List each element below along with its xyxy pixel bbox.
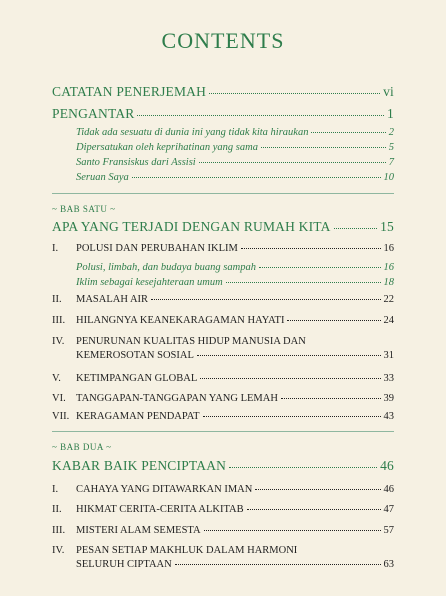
item-page: 22 [383,294,394,305]
dot-leader [261,147,386,148]
dot-leader [204,530,381,531]
item-page: 63 [383,559,394,570]
item-label: KERAGAMAN PENDAPAT [76,411,200,422]
dot-leader [247,509,381,510]
item-label: PENURUNAN KUALITAS HIDUP MANUSIA DAN [76,336,306,347]
item-label: KETIMPANGAN GLOBAL [76,373,198,384]
toc-item[interactable] [52,393,394,404]
toc-subentry-page: 2 [388,127,394,138]
dot-leader [255,489,380,490]
item-number: III. [52,525,66,536]
toc-subentry[interactable] [76,262,394,273]
toc-subentry-label: Polusi, limbah, dan budaya buang sampah [76,262,256,273]
toc-subentry-page: 5 [388,142,394,153]
dot-leader [197,355,381,356]
chapter-label: ~ BAB DUA ~ [52,442,112,452]
dot-leader [203,416,381,417]
item-page: 47 [383,504,394,515]
dot-leader [311,132,385,133]
dot-leader [334,228,377,229]
toc-item[interactable] [52,484,394,495]
toc-subentry-page: 16 [383,262,394,273]
item-number: VI. [52,393,66,404]
dot-leader [241,248,381,249]
chapter-title-label: KABAR BAIK PENCIPTAAN [52,458,227,473]
dot-leader [209,93,380,94]
toc-entry-pengantar[interactable] [52,106,394,122]
item-label: CAHAYA YANG DITAWARKAN IMAN [76,484,253,495]
toc-subentry[interactable] [76,277,394,288]
toc-subentry-page: 18 [383,277,394,288]
item-label-continued: SELURUH CIPTAAN [76,559,172,570]
dot-leader [175,564,381,565]
item-page: 31 [383,350,394,361]
item-number: I. [52,243,59,254]
item-number: VII. [52,411,70,422]
dot-leader [259,267,381,268]
chapter-title-label: APA YANG TERJADI DENGAN RUMAH KITA [52,219,331,234]
item-page: 39 [383,393,394,404]
item-page: 46 [383,484,394,495]
item-label: MASALAH AIR [76,294,149,305]
item-page: 33 [383,373,394,384]
toc-subentry-label: Tidak ada sesuatu di dunia ini yang tidak kita hiraukan [76,127,309,138]
toc-item[interactable] [52,411,394,422]
dot-leader [137,115,384,116]
item-label-continued: KEMEROSOTAN SOSIAL [76,350,194,361]
dot-leader [151,299,380,300]
item-number: IV. [52,336,65,347]
item-number: II. [52,504,62,515]
item-number: II. [52,294,62,305]
toc-subentry[interactable] [76,157,394,168]
toc-subentry-label: Seruan Saya [76,172,129,183]
item-number: IV. [52,545,65,556]
toc-item[interactable] [52,243,394,254]
chapter-title-page: 15 [380,219,394,234]
dot-leader [281,398,381,399]
item-page: 57 [383,525,394,536]
item-label: PESAN SETIAP MAKHLUK DALAM HARMONI [76,545,298,556]
toc-chapter-title[interactable] [52,219,394,235]
dot-leader [200,378,380,379]
chapter-title-page: 46 [380,458,394,473]
toc-chapter-title[interactable] [52,458,394,474]
toc-item[interactable] [52,504,394,515]
toc-subentry-page: 7 [388,157,394,168]
item-label: POLUSI DAN PERUBAHAN IKLIM [76,243,238,254]
page-title: CONTENTS [161,28,285,53]
toc-entry-page: vi [383,84,394,99]
chapter-label: ~ BAB SATU ~ [52,204,116,214]
dot-leader [226,282,381,283]
item-label: HILANGNYA KEANEKARAGAMAN HAYATI [76,315,285,326]
section-divider [52,431,394,432]
toc-subentry-label: Santo Fransiskus dari Assisi [76,157,196,168]
toc-entry-catatan-penerjemah[interactable] [52,84,394,100]
toc-item[interactable] [52,525,394,536]
toc-item[interactable] [52,315,394,326]
toc-entry-label: CATATAN PENERJEMAH [52,84,207,99]
section-divider [52,193,394,194]
item-page: 24 [383,315,394,326]
item-number: III. [52,315,66,326]
toc-item[interactable] [52,294,394,305]
toc-entry-page: 1 [387,106,394,121]
item-label: MISTERI ALAM SEMESTA [76,525,201,536]
toc-subentry[interactable] [76,142,394,153]
dot-leader [199,162,386,163]
item-label: TANGGAPAN-TANGGAPAN YANG LEMAH [76,393,278,404]
toc-subentry[interactable] [76,172,394,183]
toc-subentry[interactable] [76,127,394,138]
dot-leader [132,177,381,178]
item-page: 16 [383,243,394,254]
toc-entry-label: PENGANTAR [52,106,135,121]
toc-item-multiline[interactable] [52,336,394,361]
dot-leader [229,467,377,468]
toc-subentry-label: Dipersatukan oleh keprihatinan yang sama [76,142,258,153]
item-number: V. [52,373,61,384]
toc-subentry-page: 10 [383,172,394,183]
item-label: HIKMAT CERITA-CERITA ALKITAB [76,504,244,515]
toc-item-multiline[interactable] [52,545,394,570]
toc-subentry-label: Iklim sebagai kesejahteraan umum [76,277,223,288]
item-page: 43 [383,411,394,422]
item-number: I. [52,484,59,495]
dot-leader [287,320,380,321]
toc-item[interactable] [52,373,394,384]
